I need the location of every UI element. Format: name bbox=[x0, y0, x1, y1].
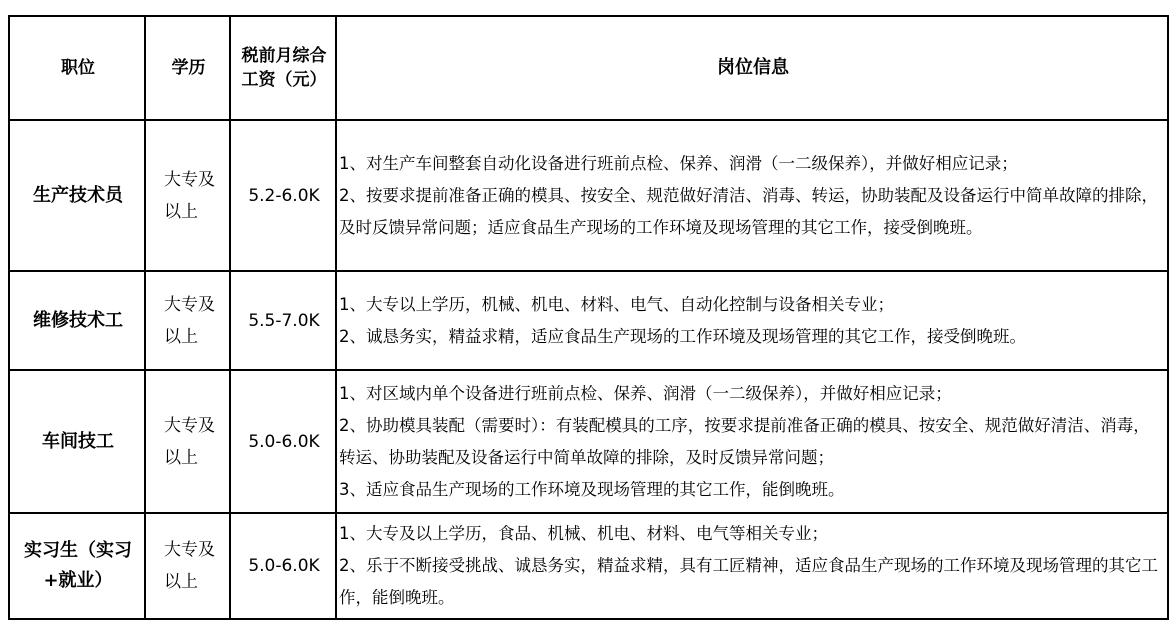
info-cell bbox=[336, 271, 1168, 370]
info-line: 3、适应食品生产现场的工作环境及现场管理的其它工作，能倒晚班。 bbox=[339, 479, 845, 499]
info-line: 1、大专及以上学历，食品、机械、机电、材料、电气等相关专业； bbox=[339, 524, 828, 543]
info-line: 2、按要求提前准备正确的模具、按安全、规范做好清洁、消毒、转运，协助装配及设备运行中简单故障的排除，及时反馈异常问题；适应食品生产现场的工作环境及现场管理的其它工作，接受倒晚班。 bbox=[339, 185, 1158, 237]
education-cell: 大专及以上 bbox=[145, 120, 230, 271]
position-cell: 车间技工 bbox=[9, 370, 145, 513]
education-cell: 大专及以上 bbox=[145, 370, 230, 513]
header-info: 岗位信息 bbox=[336, 16, 1168, 120]
info-cell bbox=[336, 370, 1168, 513]
salary-cell: 5.0-6.0K bbox=[230, 370, 336, 513]
info-line: 1、对区域内单个设备进行班前点检、保养、润滑（一二级保养），并做好相应记录； bbox=[339, 383, 952, 403]
info-line: 1、对生产车间整套自动化设备进行班前点检、保养、润滑（一二级保养），并做好相应记录； bbox=[339, 153, 1018, 173]
info-line: 2、诚恳务实，精益求精，适应食品生产现场的工作环境及现场管理的其它工作，接受倒晚班。 bbox=[339, 326, 1026, 346]
table-row bbox=[9, 513, 1168, 619]
education-cell: 大专及以上 bbox=[145, 271, 230, 370]
info-line: 1、大专以上学历，机械、机电、材料、电气、自动化控制与设备相关专业； bbox=[339, 294, 894, 314]
education-cell: 大专及以上 bbox=[145, 513, 230, 619]
header-position: 职位 bbox=[9, 16, 145, 120]
position-cell: 生产技术员 bbox=[9, 120, 145, 271]
position-cell: 实习生（实习+就业） bbox=[9, 513, 145, 619]
salary-cell: 5.0-6.0K bbox=[230, 513, 336, 619]
header-salary: 税前月综合工资（元） bbox=[230, 16, 336, 120]
salary-cell: 5.5-7.0K bbox=[230, 271, 336, 370]
job-table bbox=[8, 15, 1169, 620]
info-cell bbox=[336, 513, 1168, 619]
info-line: 2、乐于不断接受挑战、诚恳务实，精益求精，具有工匠精神，适应食品生产现场的工作环境及现场管理的其它工作，能倒晚班。 bbox=[339, 556, 1158, 607]
info-line: 2、协助模具装配（需要时）：有装配模具的工序，按要求提前准备正确的模具、按安全、规范做好清洁、消毒，转运、协助装配及设备运行中简单故障的排除，及时反馈异常问题； bbox=[339, 415, 1150, 467]
table-header-row bbox=[9, 16, 1168, 120]
table-row bbox=[9, 370, 1168, 513]
info-cell bbox=[336, 120, 1168, 271]
table-row bbox=[9, 120, 1168, 271]
table-row bbox=[9, 271, 1168, 370]
header-education: 学历 bbox=[145, 16, 230, 120]
position-cell: 维修技术工 bbox=[9, 271, 145, 370]
salary-cell: 5.2-6.0K bbox=[230, 120, 336, 271]
